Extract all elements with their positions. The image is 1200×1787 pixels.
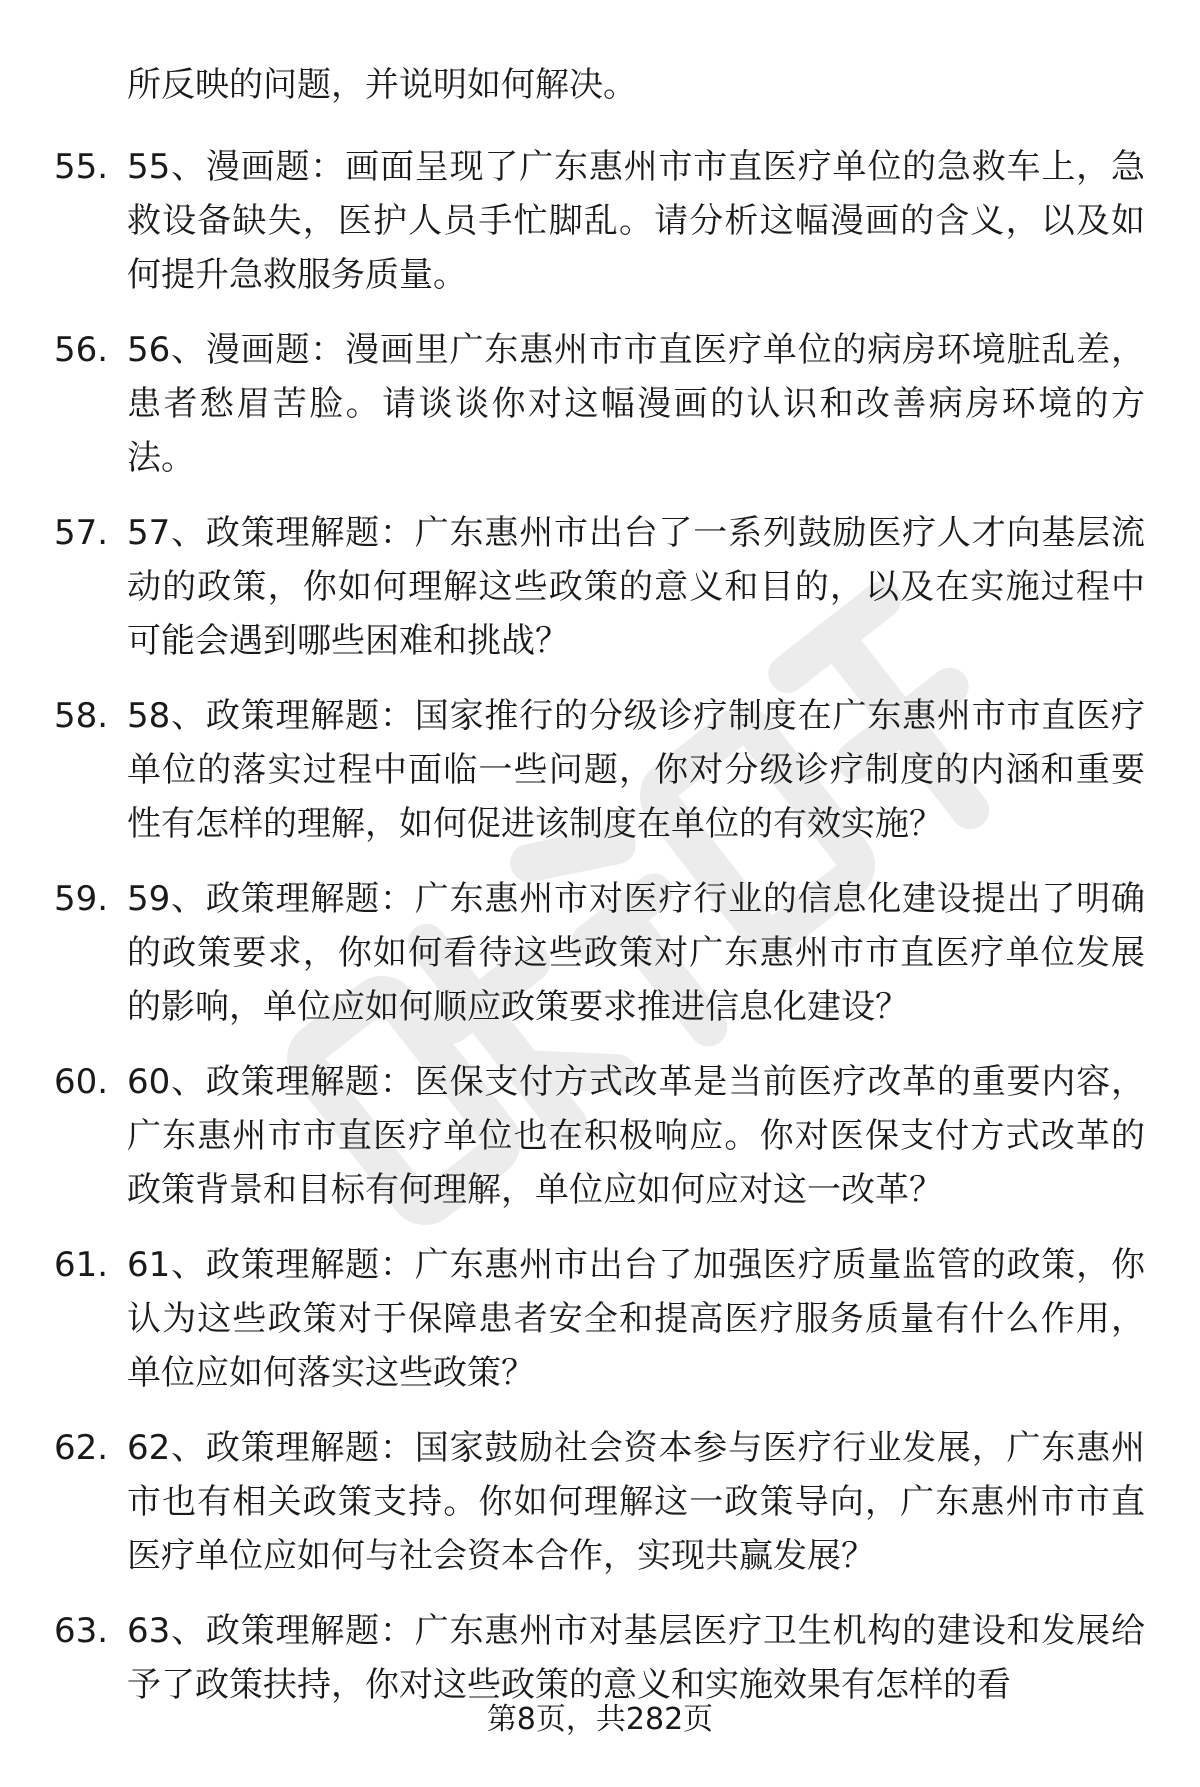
question-text: 55、漫画题：画面呈现了广东惠州市市直医疗单位的急救车上，急救设备缺失，医护人员手忙脚乱。请分析这幅漫画的含义，以及如何提升急救服务质量。 — [127, 147, 1145, 295]
question-number: 59. — [54, 879, 109, 919]
question-list — [0, 140, 1200, 1787]
question-text: 62、政策理解题：国家鼓励社会资本参与医疗行业发展，广东惠州市也有相关政策支持。你如何理解这一政策导向，广东惠州市市直医疗单位应如何与社会资本合作，实现共赢发展？ — [127, 1428, 1145, 1576]
question-text: 63、政策理解题：广东惠州市对基层医疗卫生机构的建设和发展给予了政策扶持，你对这些政策的意义和实施效果有怎样的看 — [127, 1611, 1145, 1705]
question-item — [0, 323, 1200, 506]
question-item — [0, 872, 1200, 1055]
question-text: 59、政策理解题：广东惠州市对医疗行业的信息化建设提出了明确的政策要求，你如何看待这些政策对广东惠州市市直医疗单位发展的影响，单位应如何顺应政策要求推进信息化建设？ — [127, 879, 1145, 1027]
question-number: 61. — [54, 1245, 109, 1285]
question-number: 57. — [54, 513, 109, 553]
question-number: 62. — [54, 1428, 109, 1468]
question-text: 60、政策理解题：医保支付方式改革是当前医疗改革的重要内容，广东惠州市市直医疗单位也在积极响应。你对医保支付方式改革的政策背景和目标有何理解，单位应如何应对这一改革？ — [127, 1062, 1145, 1210]
question-number: 56. — [54, 330, 109, 370]
question-number: 55. — [54, 147, 109, 187]
continuation-text: 所反映的问题，并说明如何解决。 — [127, 65, 637, 105]
question-item — [0, 689, 1200, 872]
question-text: 61、政策理解题：广东惠州市出台了加强医疗质量监管的政策，你认为这些政策对于保障患者安全和提高医疗服务质量有什么作用，单位应如何落实这些政策？ — [127, 1245, 1145, 1393]
question-number: 63. — [54, 1611, 109, 1651]
question-item — [0, 1238, 1200, 1421]
page-footer: 第8页，共282页 — [486, 1702, 714, 1737]
question-text: 56、漫画题：漫画里广东惠州市市直医疗单位的病房环境脏乱差，患者愁眉苦脸。请谈谈你对这幅漫画的认识和改善病房环境的方法。 — [127, 330, 1145, 478]
question-item — [0, 1421, 1200, 1604]
question-text: 58、政策理解题：国家推行的分级诊疗制度在广东惠州市市直医疗单位的落实过程中面临一些问题，你对分级诊疗制度的内涵和重要性有怎样的理解，如何促进该制度在单位的有效实施？ — [127, 696, 1145, 844]
question-item — [0, 1055, 1200, 1238]
question-item — [0, 140, 1200, 323]
question-item — [0, 1604, 1200, 1787]
question-number: 60. — [54, 1062, 109, 1102]
question-item — [0, 506, 1200, 689]
question-number: 58. — [54, 696, 109, 736]
question-text: 57、政策理解题：广东惠州市出台了一系列鼓励医疗人才向基层流动的政策，你如何理解这些政策的意义和目的，以及在实施过程中可能会遇到哪些困难和挑战？ — [127, 513, 1145, 661]
